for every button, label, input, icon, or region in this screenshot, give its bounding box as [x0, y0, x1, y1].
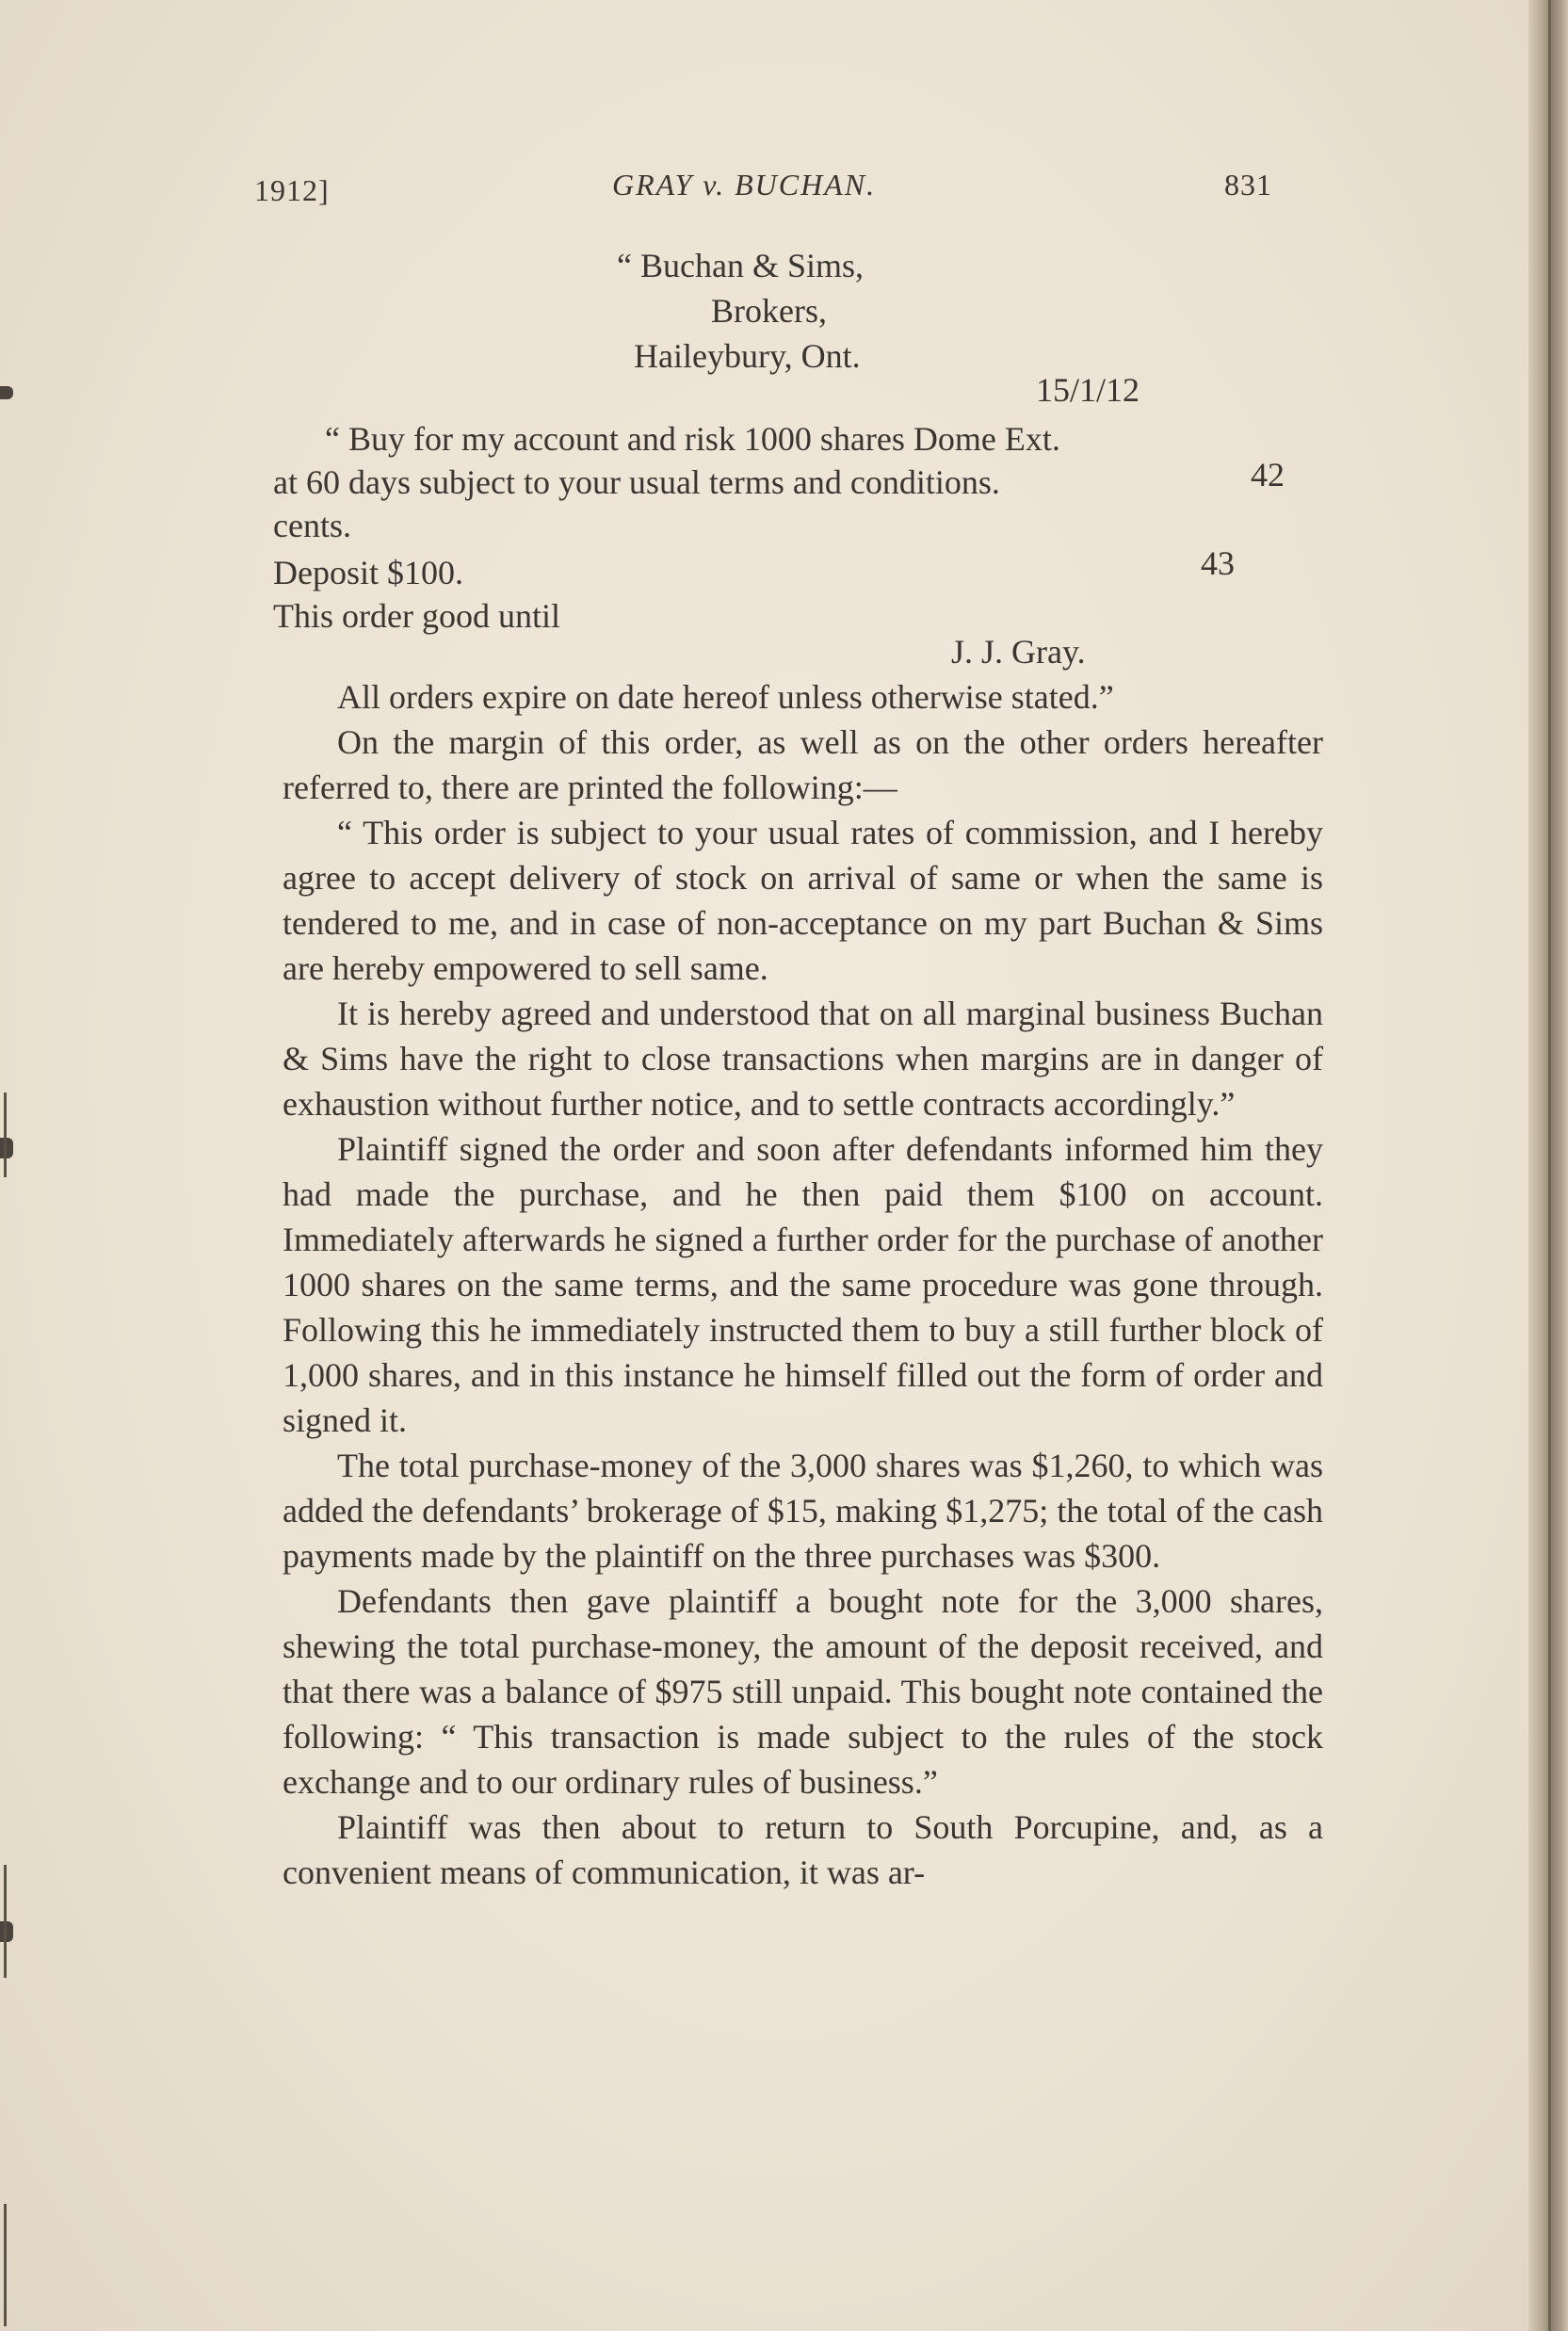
paragraph: On the margin of this order, as well as on the other orders hereafter referred to, there are printed the following:—	[283, 723, 1323, 806]
order-price-2: 43	[1201, 544, 1235, 582]
order-good-until: This order good until	[273, 597, 560, 635]
page-edge-line	[4, 1865, 7, 1978]
running-head-year: 1912]	[254, 173, 330, 207]
order-date: 15/1/12	[1036, 371, 1140, 409]
address-line-1: “ Buchan & Sims,	[617, 247, 864, 284]
page-number: 831	[1224, 168, 1272, 202]
spine-edge-line	[1548, 0, 1551, 2331]
paragraph: Plaintiff signed the order and soon after defendants informed him they had made the purchase, and he then paid them $100 on account. Immediately afterwards he signed a further order for the purchase of another 1000 shares on the same terms, and the same procedure was gone through. Following this he immediately instructed them to buy a still further block of 1,000 shares, and in this instance he himself filled out the form of order and signed it.	[283, 1130, 1323, 1439]
paragraph: The total purchase-money of the 3,000 shares was $1,260, to which was added the defendants’ brokerage of $15, making $1,275; the total of the cash payments made by the plaintiff on the three purchases was $300.	[283, 1447, 1323, 1575]
order-signature: J. J. Gray.	[951, 633, 1086, 671]
page-edge-line	[4, 1093, 7, 1177]
order-line-1: “ Buy for my account and risk 1000 shares Dome Ext.	[325, 420, 1060, 458]
address-line-2: Brokers,	[711, 292, 827, 330]
running-head	[254, 168, 1290, 215]
page-edge-mark	[0, 386, 13, 399]
order-line-3: cents.	[273, 507, 351, 544]
page-edge-mark	[0, 1138, 13, 1158]
paragraph: Defendants then gave plaintiff a bought note for the 3,000 shares, shewing the total purchase-money, the amount of the deposit received, and that there was a balance of $975 still unpaid. This bought note contained the following: “ This transaction is made subject to the rules of the stock exchange and to our ordinary rules of business.”	[283, 1582, 1323, 1801]
paragraph: It is hereby agreed and understood that on all marginal business Buchan & Sims have the right to close transactions when margins are in danger of exhaustion without further notice, and to settle contracts accordingly.”	[283, 995, 1323, 1123]
page-edge-line	[4, 2204, 7, 2326]
paragraph: “ This order is subject to your usual rates of commission, and I hereby agree to accept delivery of stock on arrival of same or when the same is tendered to me, and in case of non-acceptance on my part Buchan & Sims are hereby empowered to sell same.	[283, 814, 1323, 987]
address-line-3: Haileybury, Ont.	[634, 337, 861, 375]
paragraph: Plaintiff was then about to return to South Porcupine, and, as a convenient means of communication, it was ar-	[283, 1808, 1323, 1891]
order-price-1: 42	[1251, 456, 1285, 494]
order-line-2: at 60 days subject to your usual terms and conditions.	[273, 463, 1000, 501]
paragraph: All orders expire on date hereof unless otherwise stated.”	[337, 678, 1114, 716]
running-head-title: GRAY v. BUCHAN.	[612, 168, 877, 202]
body-text	[283, 674, 1323, 1895]
order-deposit: Deposit $100.	[273, 554, 463, 591]
page-edge-mark	[0, 1921, 13, 1942]
